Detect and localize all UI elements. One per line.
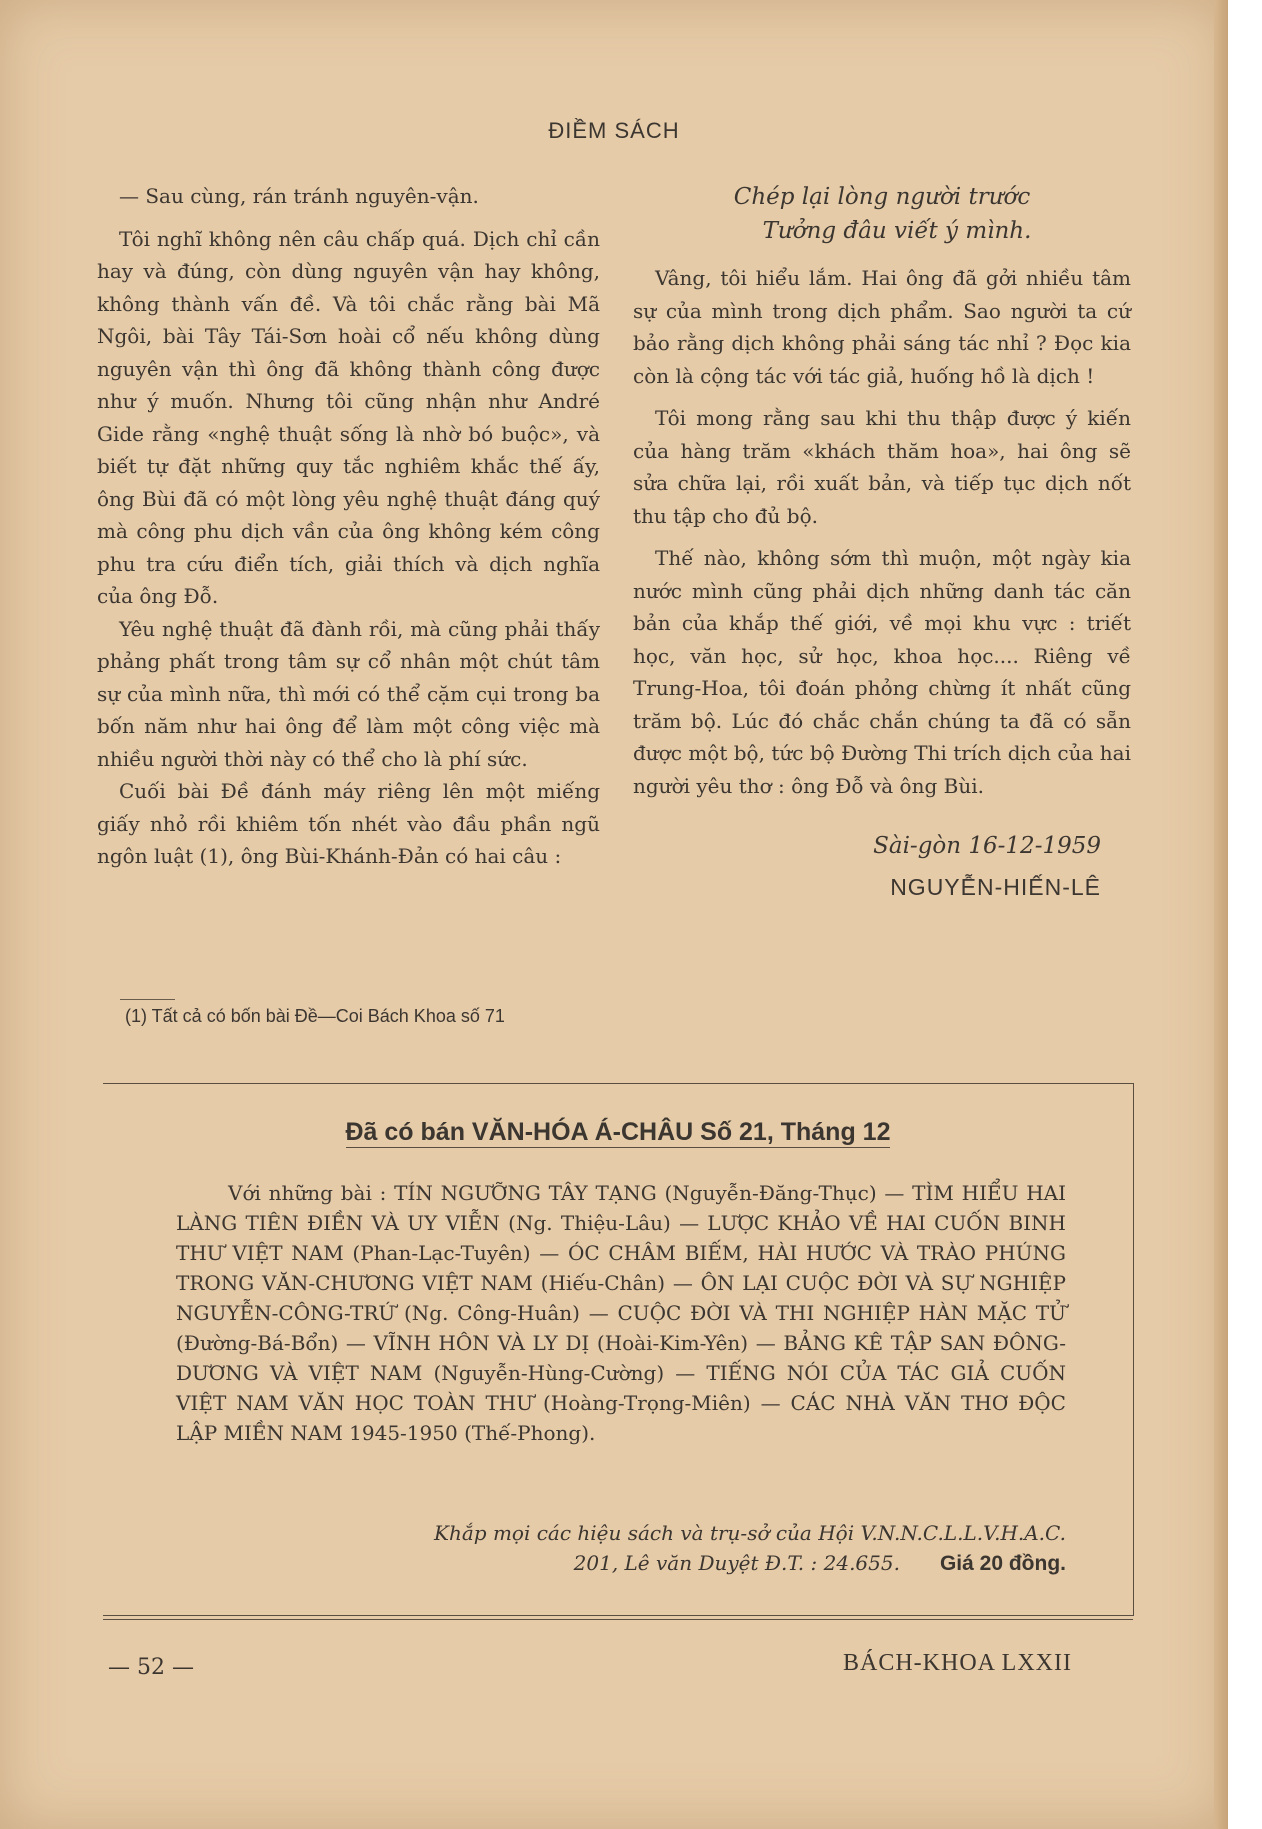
footnote: (1) Tất cả có bốn bài Đề—Coi Bách Khoa số 71 [125,1006,505,1026]
advertisement-box [103,1083,1134,1616]
journal-name: BÁCH-KHOA LXXII [843,1650,1072,1676]
advertisement-title [103,1118,1133,1147]
price-text: Giá 20 đồng. [939,1552,1066,1575]
paragraph: Tôi nghĩ không nên câu chấp quá. Dịch chỉ cần hay và đúng, còn dùng nguyên vận hay không, không thành vấn đề. Và tôi chắc rằng bài Mã Ngôi, bài Tây Tái-Sơn hoài cổ nếu không dùng nguyên vận thì ông đã không thành công được như ý muốn. Nhưng tôi cũng nhận như André Gide rằng «nghệ thuật sống là nhờ bó buộc», và biết tự đặt những quy tắc nghiêm khắc thế ấy, ông Bùi đã có một lòng yêu nghệ thuật đáng quý mà công phu dịch vần của ông không kém công phu tra cứu điển tích, giải thích và dịch nghĩa của ông Đỗ. [97,226,600,608]
verse-line: Chép lại lòng người trước [733,184,1031,210]
page-edge [1214,0,1228,1829]
paragraph: — Sau cùng, rán tránh nguyên-vận. [119,184,479,208]
paragraph: Tôi mong rằng sau khi thu thập được ý kiến của hàng trăm «khách thăm hoa», hai ông sẽ sửa chữa lại, rồi xuất bản, và tiếp tục dịch nốt thu tập cho đủ bộ. [633,406,1131,528]
verse [633,180,1131,248]
section-header: ĐIỀM SÁCH [548,118,680,143]
paragraph: Yêu nghệ thuật đã đành rồi, mà cũng phải thấy phảng phất trong tâm sự cổ nhân một chút tâm sự của mình nữa, thì mới có thể cặm cụi trong ba bốn năm như hai ông để làm một công việc mà nhiều người thời này có thể cho là phí sức. [97,616,600,771]
footnote-divider [120,999,175,1000]
left-column [97,180,600,873]
paragraph: Thế nào, không sớm thì muộn, một ngày kia nước mình cũng phải dịch những danh tác căn bản của khắp thế giới, về mọi khu vực : triết học, văn học, sử học, khoa học.... Riêng về Trung-Hoa, tôi đoán phỏng chừng ít nhất cũng trăm bộ. Lúc đó chắc chắn chúng ta đã có sẵn được một bộ, tức bộ Đường Thi trích dịch của hai người yêu thơ : ông Đỗ và ông Bùi. [633,546,1131,798]
advertisement-footer-line: Khắp mọi các hiệu sách và trụ-sở của Hội V.N.N.C.L.L.V.H.A.C. [434,1521,1066,1545]
advertisement-footer-line2 [176,1548,1066,1579]
paragraph: Vâng, tôi hiểu lắm. Hai ông đã gởi nhiều tâm sự của mình trong dịch phẩm. Sao người ta cứ bảo rằng dịch không phải sáng tác nhỉ ? Đọc kia còn là cộng tác với tác giả, huống hồ là dịch ! [633,266,1131,388]
address-text: 201, Lê văn Duyệt Đ.T. : 24.655. [573,1551,900,1575]
author-name: NGUYỄN-HIẾN-LÊ [890,873,1101,900]
advertisement-body [176,1178,1066,1448]
advertisement-bottom-rule [103,1619,1133,1620]
page-number: — 52 — [108,1655,194,1680]
verse-line: Tưởng đâu viết ý mình. [762,218,1032,244]
advertisement-text: Với những bài : TÍN NGƯỠNG TÂY TẠNG (Nguyễn-Đăng-Thục) — TÌM HIỂU HAI LÀNG TIÊN ĐIỀN VÀ UY VIỄN (Ng. Thiệu-Lâu) — LƯỢC KHẢO VỀ HAI CUỐN BINH THƯ VIỆT NAM (Phan-Lạc-Tuyên) — ÓC CHÂM BIẾM, HÀI HƯỚC VÀ TRÀO PHÚNG TRONG VĂN-CHƯƠNG VIỆT NAM (Hiếu-Chân) — ÔN LẠI CUỘC ĐỜI VÀ SỰ NGHIỆP NGUYỄN-CÔNG-TRỨ (Ng. Công-Huân) — CUỘC ĐỜI VÀ THI NGHIỆP HÀN MẶC TỬ (Đường-Bá-Bổn) — VĨNH HÔN VÀ LY DỊ (Hoài-Kim-Yên) — BẢNG KÊ TẬP SAN ĐÔNG-DƯƠNG VÀ VIỆT NAM (Nguyễn-Hùng-Cường) — TIẾNG NÓI CỦA TÁC GIẢ CUỐN VIỆT NAM VĂN HỌC TOÀN THƯ (Hoàng-Trọng-Miên) — CÁC NHÀ VĂN THƠ ĐỘC LẬP MIỀN NAM 1945-1950 (Thế-Phong). [176,1181,1066,1445]
advertisement-title-text: Đã có bán VĂN-HÓA Á-CHÂU Số 21, Tháng 12 [345,1118,891,1146]
dateline: Sài-gòn 16-12-1959 [873,833,1101,859]
advertisement-footer [176,1518,1066,1579]
paragraph: Cuối bài Đề đánh máy riêng lên một miếng giấy nhỏ rồi khiêm tốn nhét vào đầu phần ngũ ngôn luật (1), ông Bùi-Khánh-Đản có hai câu : [97,779,600,868]
right-column [633,180,1131,903]
